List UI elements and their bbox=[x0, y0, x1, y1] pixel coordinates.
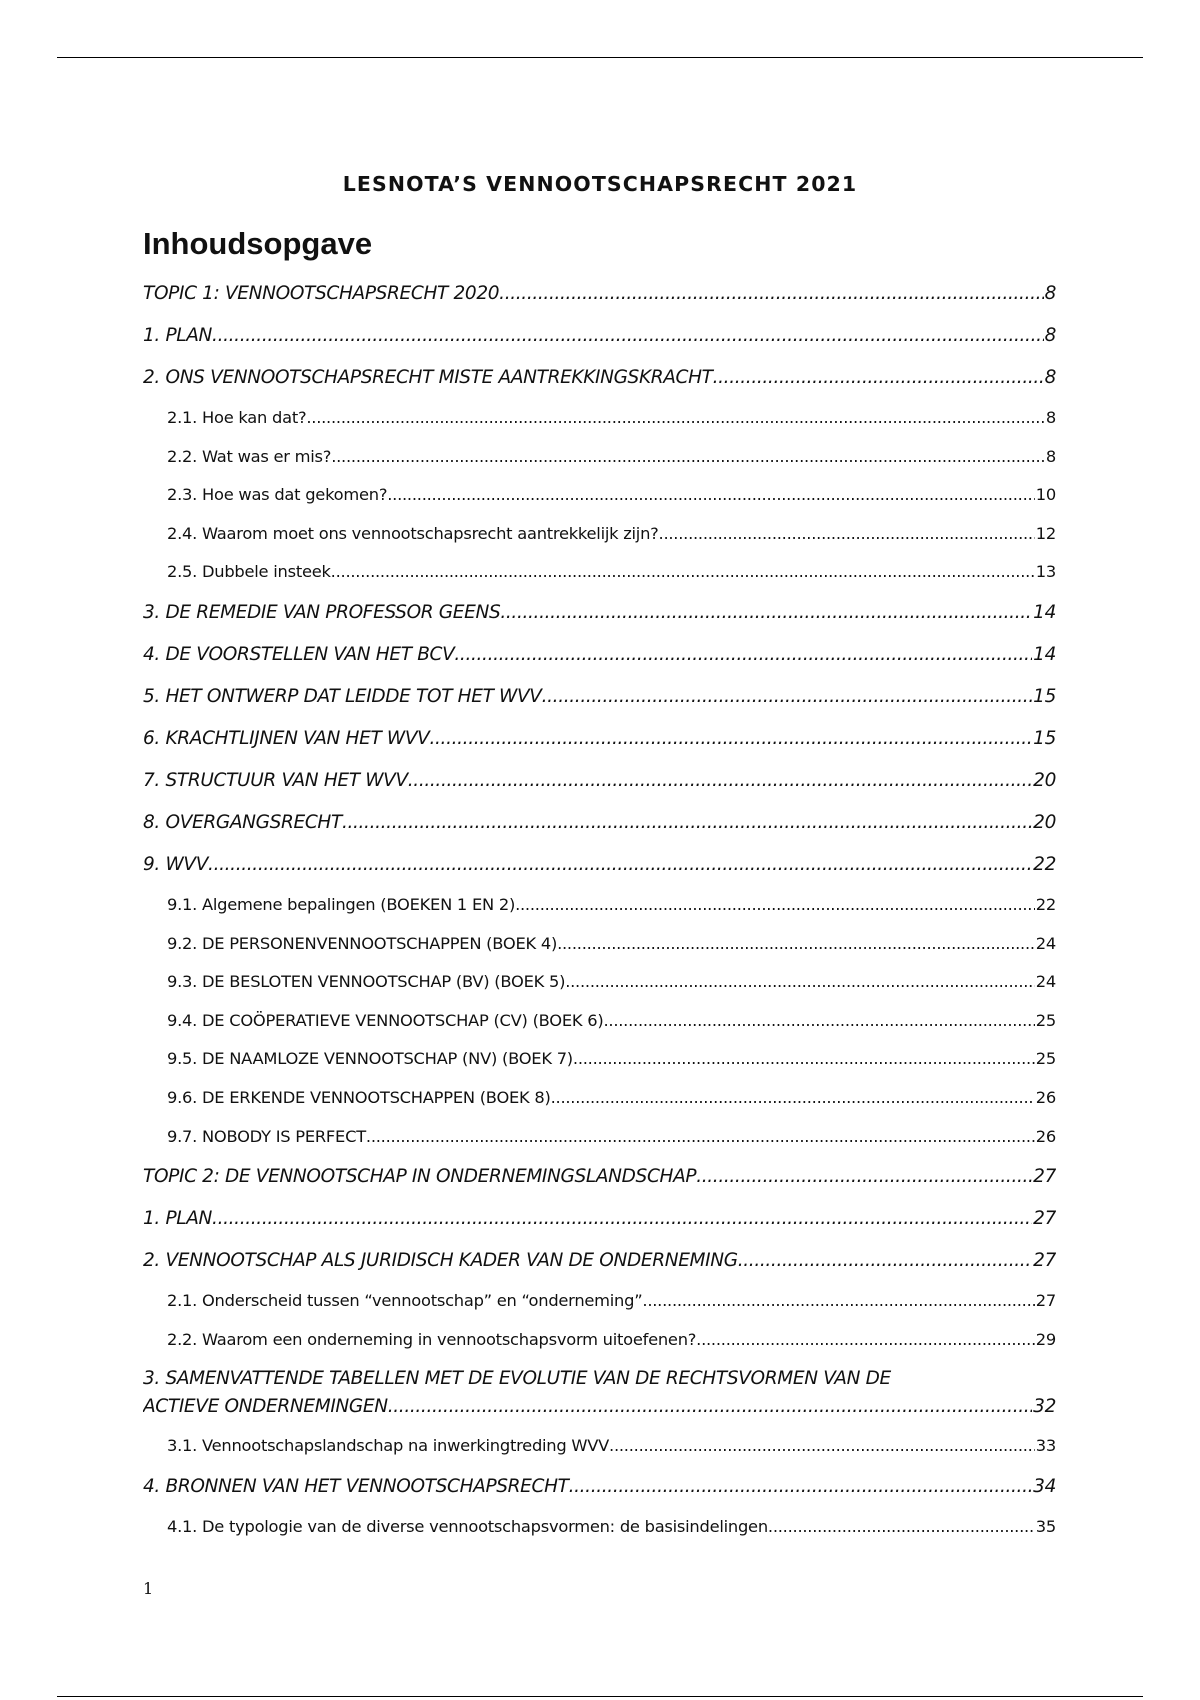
toc-leader bbox=[713, 357, 1044, 399]
toc-entry-text: 1. PLAN bbox=[143, 1198, 212, 1240]
toc-leader bbox=[569, 1466, 1033, 1508]
toc-entry-text: 2.5. Dubbele insteek bbox=[167, 553, 331, 592]
toc-entry-page: 20 bbox=[1033, 811, 1056, 833]
toc-entry[interactable] bbox=[143, 592, 1056, 634]
toc-subentry[interactable] bbox=[143, 1118, 1056, 1157]
toc-leader bbox=[609, 1427, 1035, 1466]
toc-entry-page: 26 bbox=[1035, 1087, 1056, 1107]
toc-leader bbox=[557, 925, 1035, 964]
toc-leader bbox=[696, 1321, 1035, 1360]
toc-entry-text: 2.4. Waarom moet ons vennootschapsrecht aantrekkelijk zijn? bbox=[167, 515, 659, 554]
toc-leader bbox=[331, 438, 1045, 477]
toc-entry-page: 27 bbox=[1033, 1250, 1056, 1272]
toc-leader bbox=[408, 760, 1032, 802]
toc-entry-text: 5. HET ONTWERP DAT LEIDDE TOT HET WVV bbox=[143, 676, 542, 718]
toc-subentry[interactable] bbox=[143, 1427, 1056, 1466]
toc-subentry[interactable] bbox=[143, 1508, 1056, 1547]
toc-entry[interactable] bbox=[143, 1156, 1056, 1198]
toc-subentry[interactable] bbox=[143, 1079, 1056, 1118]
toc-subentry[interactable] bbox=[143, 553, 1056, 592]
toc-entry-text: 3.1. Vennootschapslandschap na inwerkingtreding WVV bbox=[167, 1427, 609, 1466]
toc-entry-text: 4. BRONNEN VAN HET VENNOOTSCHAPSRECHT bbox=[143, 1466, 569, 1508]
toc-subentry[interactable] bbox=[143, 399, 1056, 438]
toc-leader bbox=[603, 1002, 1034, 1041]
toc-entry[interactable] bbox=[143, 357, 1056, 399]
toc-leader bbox=[573, 1040, 1035, 1079]
toc-entry-page: 14 bbox=[1033, 601, 1056, 623]
toc-entry[interactable] bbox=[143, 760, 1056, 802]
toc-leader bbox=[642, 1282, 1034, 1321]
footer-rule bbox=[57, 1696, 1143, 1697]
toc-entry-text: 4. DE VOORSTELLEN VAN HET BCV bbox=[143, 634, 454, 676]
toc-entry-text: 2.2. Waarom een onderneming in vennootschapsvorm uitoefenen? bbox=[167, 1321, 696, 1360]
table-of-contents bbox=[143, 273, 1056, 1547]
toc-entry-page: 27 bbox=[1035, 1291, 1056, 1311]
toc-leader bbox=[659, 515, 1035, 554]
toc-subentry[interactable] bbox=[143, 438, 1056, 477]
toc-subentry[interactable] bbox=[143, 1321, 1056, 1360]
toc-leader bbox=[388, 1393, 1032, 1421]
toc-leader bbox=[454, 634, 1032, 676]
toc-entry-page: 22 bbox=[1035, 894, 1056, 914]
header-rule bbox=[57, 57, 1143, 58]
toc-leader bbox=[387, 476, 1035, 515]
toc-leader bbox=[738, 1240, 1032, 1282]
toc-leader bbox=[212, 1198, 1032, 1240]
toc-entry-text: 4.1. De typologie van de diverse vennootschapsvormen: de basisindelingen bbox=[167, 1508, 768, 1547]
toc-leader bbox=[499, 273, 1043, 315]
toc-entry-page: 25 bbox=[1035, 1010, 1056, 1030]
toc-entry-page: 8 bbox=[1044, 283, 1056, 304]
toc-subentry[interactable] bbox=[143, 1282, 1056, 1321]
toc-entry-text: 2.3. Hoe was dat gekomen? bbox=[167, 476, 387, 515]
toc-entry-text-continued: ACTIEVE ONDERNEMINGEN bbox=[143, 1393, 388, 1421]
toc-subentry[interactable] bbox=[143, 1002, 1056, 1041]
toc-entry-text: TOPIC 1: VENNOOTSCHAPSRECHT 2020 bbox=[143, 273, 499, 315]
toc-leader bbox=[212, 315, 1044, 357]
document-title: LESNOTA’S VENNOOTSCHAPSRECHT 2021 bbox=[342, 172, 858, 196]
toc-entry-page: 15 bbox=[1033, 727, 1056, 749]
toc-entry-page: 10 bbox=[1035, 485, 1056, 505]
toc-entry-page: 26 bbox=[1035, 1126, 1056, 1146]
toc-subentry[interactable] bbox=[143, 515, 1056, 554]
toc-entry-page: 32 bbox=[1033, 1396, 1056, 1418]
toc-leader bbox=[768, 1508, 1035, 1547]
toc-entry-text: 2.2. Wat was er mis? bbox=[167, 438, 331, 477]
toc-leader bbox=[500, 592, 1032, 634]
toc-entry-text: 9.3. DE BESLOTEN VENNOOTSCHAP (BV) (BOEK 5) bbox=[167, 963, 565, 1002]
toc-entry-page: 24 bbox=[1035, 972, 1056, 992]
toc-leader bbox=[565, 963, 1035, 1002]
toc-entry-page: 8 bbox=[1044, 367, 1056, 388]
toc-entry-page: 27 bbox=[1033, 1208, 1056, 1230]
toc-entry[interactable] bbox=[143, 802, 1056, 844]
toc-entry-page: 29 bbox=[1035, 1329, 1056, 1349]
toc-entry-text: 9. WVV bbox=[143, 844, 208, 886]
toc-entry-text: 7. STRUCTUUR VAN HET WVV bbox=[143, 760, 408, 802]
toc-entry-page: 14 bbox=[1033, 643, 1056, 665]
toc-leader bbox=[696, 1156, 1032, 1198]
toc-entry-page: 20 bbox=[1033, 769, 1056, 791]
toc-entry-page: 35 bbox=[1035, 1516, 1056, 1536]
toc-entry-text: 2.1. Hoe kan dat? bbox=[167, 399, 306, 438]
toc-entry-text: TOPIC 2: DE VENNOOTSCHAP IN ONDERNEMINGSLANDSCHAP bbox=[143, 1156, 696, 1198]
toc-entry-text: 2. VENNOOTSCHAP ALS JURIDISCH KADER VAN DE ONDERNEMING bbox=[143, 1240, 738, 1282]
toc-leader bbox=[551, 1079, 1035, 1118]
toc-entry-text: 6. KRACHTLIJNEN VAN HET WVV bbox=[143, 718, 429, 760]
toc-leader bbox=[366, 1118, 1035, 1157]
toc-entry-page: 12 bbox=[1035, 523, 1056, 543]
toc-entry-page: 13 bbox=[1035, 562, 1056, 582]
page-number: 1 bbox=[143, 1579, 154, 1598]
toc-subentry[interactable] bbox=[143, 1040, 1056, 1079]
toc-subentry[interactable] bbox=[143, 476, 1056, 515]
toc-entry-page: 34 bbox=[1033, 1475, 1056, 1497]
toc-subentry[interactable] bbox=[143, 925, 1056, 964]
toc-leader bbox=[306, 399, 1045, 438]
toc-entry-text: 9.7. NOBODY IS PERFECT bbox=[167, 1118, 366, 1157]
toc-entry[interactable] bbox=[143, 273, 1056, 315]
toc-entry-page: 22 bbox=[1033, 853, 1056, 875]
toc-leader bbox=[515, 886, 1035, 925]
toc-entry-text: 8. OVERGANGSRECHT bbox=[143, 802, 342, 844]
toc-entry-text: 2.1. Onderscheid tussen “vennootschap” en “onderneming” bbox=[167, 1282, 642, 1321]
toc-entry[interactable] bbox=[143, 1359, 1056, 1427]
toc-entry-page: 8 bbox=[1045, 408, 1056, 427]
toc-entry-text: 9.6. DE ERKENDE VENNOOTSCHAPPEN (BOEK 8) bbox=[167, 1079, 551, 1118]
toc-leader bbox=[331, 553, 1035, 592]
toc-entry-page: 8 bbox=[1045, 446, 1056, 466]
toc-entry[interactable] bbox=[143, 634, 1056, 676]
toc-entry[interactable] bbox=[143, 315, 1056, 357]
toc-entry-text: 2. ONS VENNOOTSCHAPSRECHT MISTE AANTREKKINGSKRACHT bbox=[143, 357, 713, 399]
toc-entry[interactable] bbox=[143, 844, 1056, 886]
toc-entry-page: 27 bbox=[1033, 1166, 1056, 1188]
toc-entry-text: 9.4. DE COÖPERATIEVE VENNOOTSCHAP (CV) (BOEK 6) bbox=[167, 1002, 603, 1041]
toc-entry-text: 3. DE REMEDIE VAN PROFESSOR GEENS bbox=[143, 592, 500, 634]
toc-entry-page: 15 bbox=[1033, 685, 1056, 707]
toc-entry[interactable] bbox=[143, 718, 1056, 760]
toc-entry[interactable] bbox=[143, 1198, 1056, 1240]
toc-entry-text: 9.2. DE PERSONENVENNOOTSCHAPPEN (BOEK 4) bbox=[167, 925, 557, 964]
toc-entry-text: 9.5. DE NAAMLOZE VENNOOTSCHAP (NV) (BOEK 7) bbox=[167, 1040, 573, 1079]
toc-heading: Inhoudsopgave bbox=[143, 226, 373, 261]
toc-leader bbox=[542, 676, 1033, 718]
toc-leader bbox=[342, 802, 1032, 844]
toc-subentry[interactable] bbox=[143, 886, 1056, 925]
toc-entry-text: 1. PLAN bbox=[143, 315, 212, 357]
toc-entry-text: 9.1. Algemene bepalingen (BOEKEN 1 EN 2) bbox=[167, 886, 515, 925]
toc-entry-page: 25 bbox=[1035, 1049, 1056, 1069]
toc-entry-page: 24 bbox=[1035, 933, 1056, 953]
toc-entry[interactable] bbox=[143, 1240, 1056, 1282]
toc-entry[interactable] bbox=[143, 676, 1056, 718]
toc-subentry[interactable] bbox=[143, 963, 1056, 1002]
toc-entry-page: 8 bbox=[1044, 325, 1056, 346]
toc-leader bbox=[429, 718, 1032, 760]
toc-entry[interactable] bbox=[143, 1466, 1056, 1508]
toc-entry-text: 3. SAMENVATTENDE TABELLEN MET DE EVOLUTIE VAN DE RECHTSVORMEN VAN DE bbox=[143, 1368, 891, 1390]
toc-entry-page: 33 bbox=[1035, 1436, 1056, 1456]
toc-leader bbox=[208, 844, 1032, 886]
